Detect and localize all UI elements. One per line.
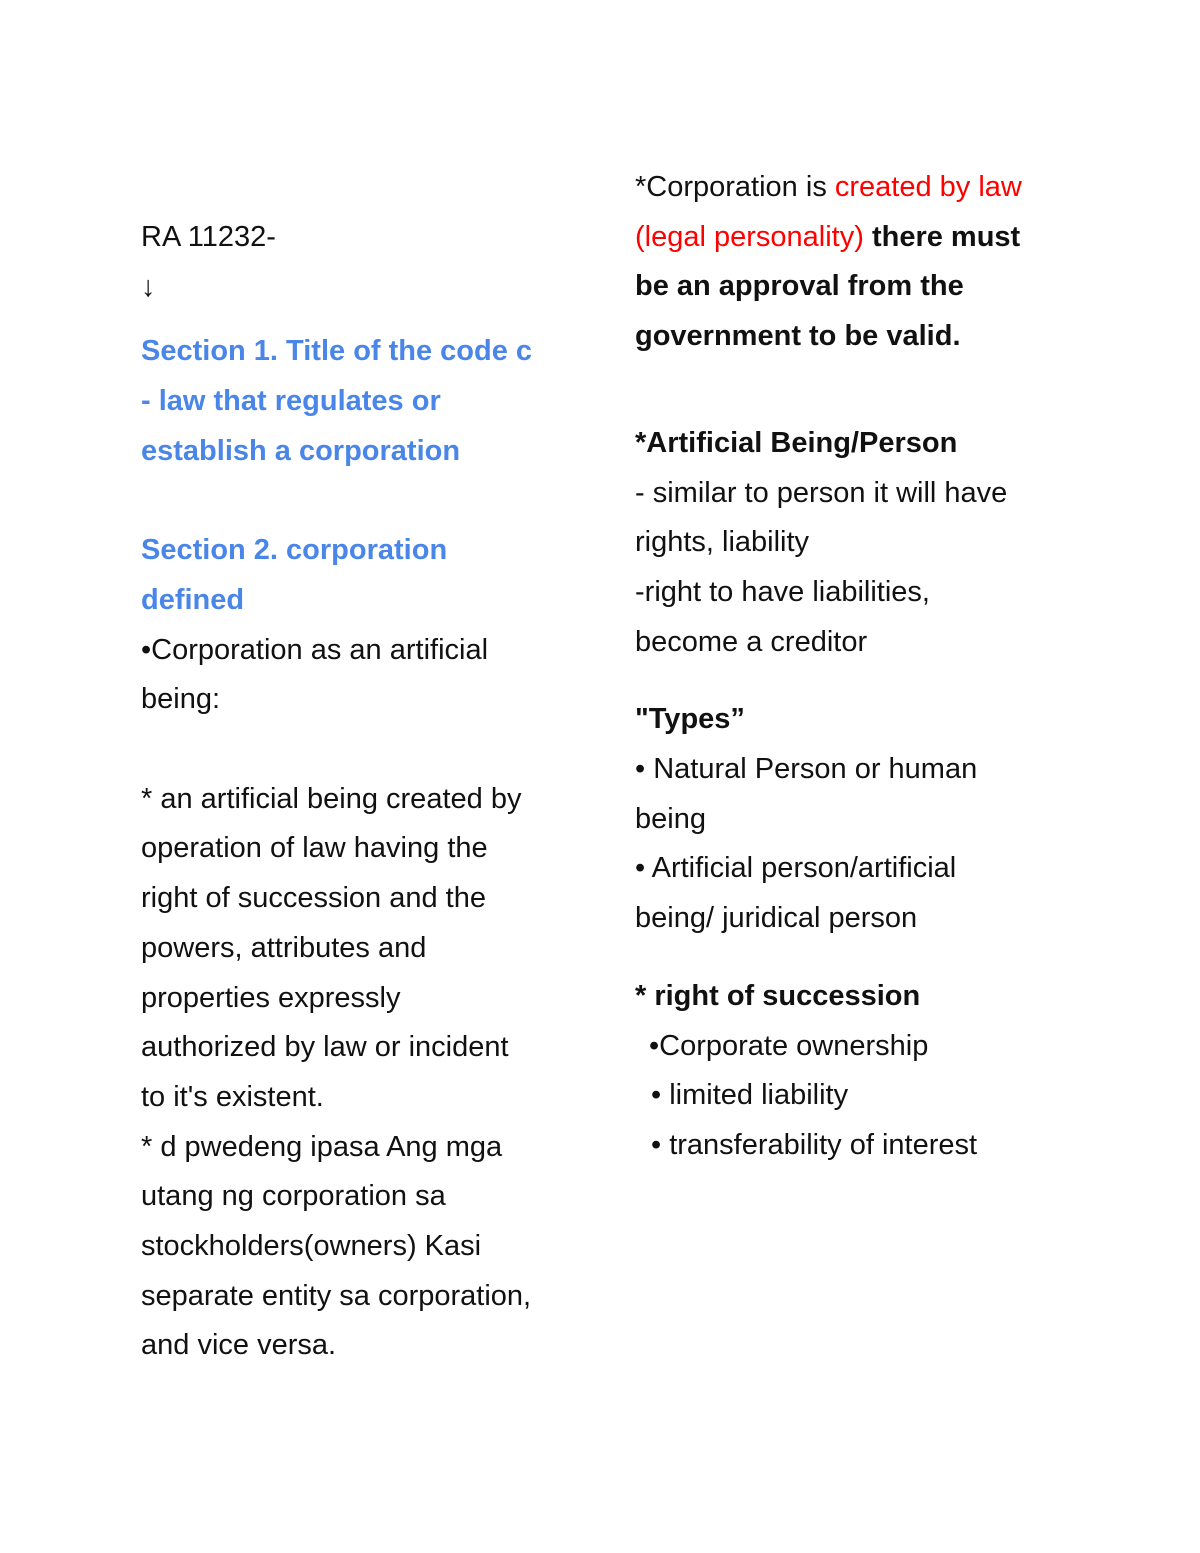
section-2-intro: •Corporation as an artificial [141, 633, 489, 666]
section-1 [141, 327, 581, 476]
definition-paragraph [141, 775, 581, 1123]
note-line: utang ng corporation sa [141, 1180, 446, 1213]
types-line: • Artificial person/artificial [635, 852, 957, 885]
left-column [141, 213, 581, 1371]
succession-title: * right of succession [635, 979, 921, 1012]
succession-section [635, 972, 1075, 1171]
section-1-line: - law that regulates or [141, 385, 441, 418]
intro-prefix: *Corporation is [635, 171, 835, 203]
section-1-line: establish a corporation [141, 434, 461, 467]
artificial-being-title: *Artificial Being/Person [635, 426, 958, 459]
note-paragraph [141, 1123, 581, 1372]
types-section [635, 695, 1075, 944]
artificial-being-section [635, 419, 1075, 668]
artificial-being-line: become a creditor [635, 625, 868, 658]
definition-line: powers, attributes and [141, 931, 427, 964]
succession-item: •Corporate ownership [649, 1029, 929, 1062]
artificial-being-line: - similar to person it will have [635, 476, 1008, 509]
definition-line: operation of law having the [141, 832, 488, 865]
note-line: and vice versa. [141, 1329, 337, 1362]
section-2-title: defined [141, 583, 245, 616]
succession-item: • transferability of interest [651, 1128, 978, 1161]
section-1-line: Section 1. Title of the code c [141, 335, 533, 368]
definition-line: * an artificial being created by [141, 782, 522, 815]
definition-line: to it's existent. [141, 1080, 324, 1113]
intro-bold-line: government to be valid. [635, 320, 961, 353]
section-2-title: Section 2. corporation [141, 534, 448, 567]
types-line: being/ juridical person [635, 902, 918, 935]
artificial-being-line: -right to have liabilities, [635, 575, 930, 608]
types-line: being [635, 802, 706, 835]
note-line: * d pwedeng ipasa Ang mga [141, 1130, 503, 1163]
section-2-intro: being: [141, 683, 221, 716]
intro-bold-line: be an approval from the [635, 270, 964, 303]
intro-line-1 [635, 163, 1075, 213]
definition-line: properties expressly [141, 981, 401, 1014]
down-arrow-icon: ↓ [141, 270, 156, 303]
artificial-being-line: rights, liability [635, 526, 810, 559]
succession-item: • limited liability [651, 1079, 849, 1112]
note-line: stockholders(owners) Kasi [141, 1230, 482, 1263]
document-heading: RA 11232- [141, 221, 276, 253]
right-column [635, 163, 1075, 1171]
types-line: • Natural Person or human [635, 753, 978, 786]
intro-red-text: created by law [834, 171, 1022, 203]
note-line: separate entity sa corporation, [141, 1279, 532, 1312]
intro-line-2 [635, 213, 1075, 263]
corporation-intro [635, 163, 1075, 362]
definition-line: authorized by law or incident [141, 1031, 509, 1064]
intro-bold-text: there must [863, 220, 1021, 253]
section-2 [141, 526, 581, 725]
definition-line: right of succession and the [141, 882, 486, 915]
intro-red-text: (legal personality) [635, 220, 864, 253]
types-title: "Types” [635, 703, 745, 736]
